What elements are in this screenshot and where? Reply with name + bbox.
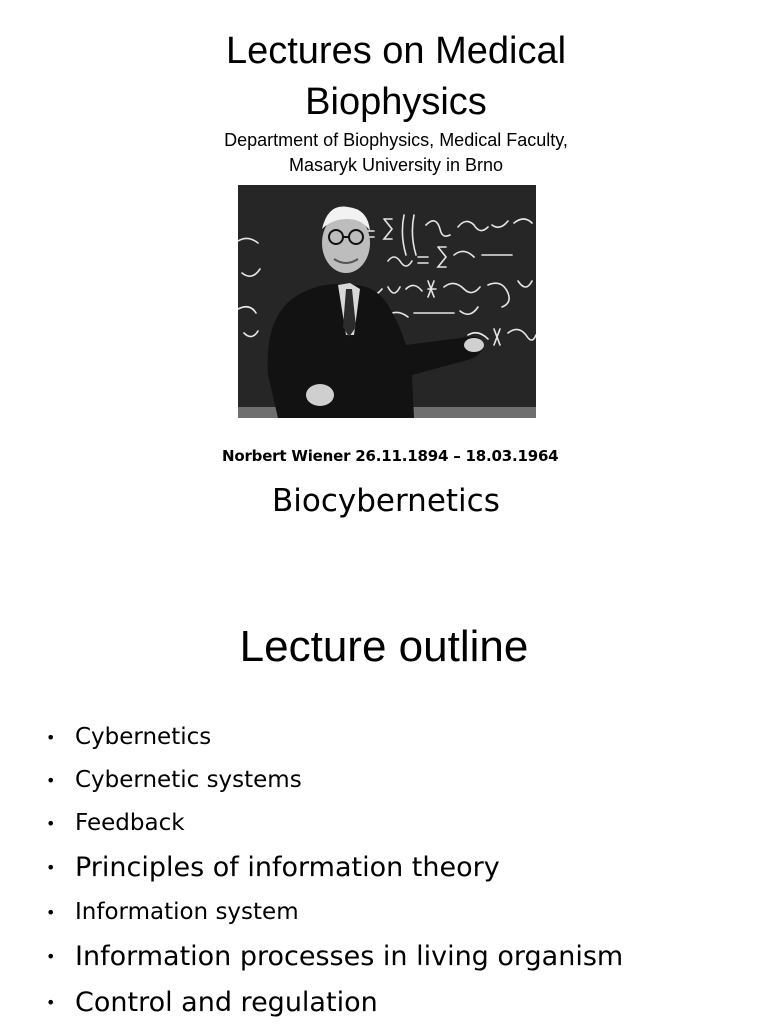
list-item-label: Feedback: [75, 810, 185, 836]
list-item: [40, 716, 623, 759]
list-item: [40, 934, 623, 980]
list-item: [40, 802, 623, 845]
subtitle-line2: Masaryk University in Brno: [288, 155, 504, 175]
page-title-line1: Lectures on Medical: [225, 30, 567, 72]
subtitle-line1: Department of Biophysics, Medical Faculty,: [224, 130, 568, 150]
outline-title: Lecture outline: [239, 622, 529, 671]
bullet-icon: •: [46, 947, 56, 966]
bullet-icon: •: [46, 903, 56, 922]
bullet-icon: •: [46, 814, 56, 833]
list-item-label: Information system: [75, 899, 299, 925]
wiener-photo: [238, 185, 536, 418]
list-item-label: Cybernetics: [75, 724, 212, 750]
page-title-line2: Biophysics: [305, 81, 487, 123]
list-item: [40, 845, 623, 891]
list-item: [40, 891, 623, 934]
bullet-icon: •: [46, 993, 56, 1012]
list-item: [40, 980, 623, 1024]
bullet-icon: •: [46, 771, 56, 790]
list-item-label: Information processes in living organism: [75, 941, 624, 972]
photo-caption: Norbert Wiener 26.11.1894 – 18.03.1964: [222, 447, 559, 465]
list-item: [40, 759, 623, 802]
bullet-icon: •: [46, 728, 56, 747]
list-item-label: Cybernetic systems: [75, 767, 302, 793]
topic-heading: Biocybernetics: [272, 483, 500, 519]
list-item-label: Principles of information theory: [75, 852, 500, 883]
bullet-icon: •: [46, 858, 56, 877]
list-item-label: Control and regulation: [75, 987, 378, 1018]
outline-list: [40, 716, 623, 1024]
